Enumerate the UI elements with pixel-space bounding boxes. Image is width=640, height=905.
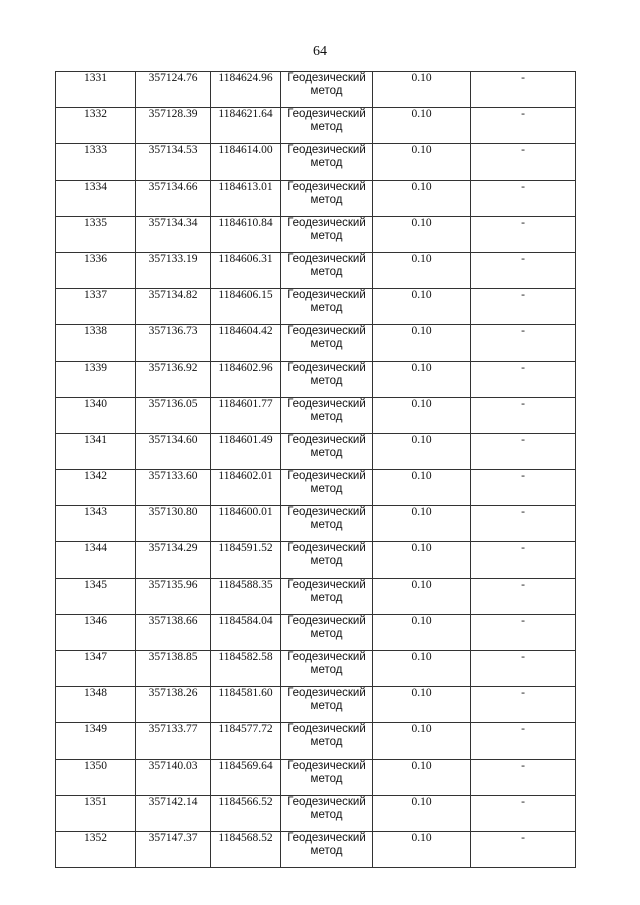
method-cell [281, 578, 373, 614]
method-line-2: метод [310, 519, 343, 532]
accuracy-cell: 0.10 [373, 325, 471, 361]
description-cell: - [471, 506, 576, 542]
y-coordinate-cell: 1184600.01 [211, 506, 281, 542]
x-coordinate-cell: 357134.82 [136, 289, 211, 325]
method-line-2: метод [310, 302, 343, 315]
description-cell: - [471, 831, 576, 867]
method-cell [281, 180, 373, 216]
method-cell [281, 470, 373, 506]
y-coordinate-cell: 1184621.64 [211, 108, 281, 144]
method-line-2: метод [310, 157, 343, 170]
x-coordinate-cell: 357136.92 [136, 361, 211, 397]
point-number-cell: 1343 [56, 506, 136, 542]
method-line-1: Геодезический [287, 180, 366, 193]
table-row [56, 542, 576, 578]
method-line-1: Геодезический [287, 795, 366, 808]
point-number-cell: 1351 [56, 795, 136, 831]
point-number-cell: 1347 [56, 651, 136, 687]
description-cell: - [471, 433, 576, 469]
coordinates-table [55, 71, 576, 868]
accuracy-cell: 0.10 [373, 759, 471, 795]
description-cell: - [471, 325, 576, 361]
x-coordinate-cell: 357133.60 [136, 470, 211, 506]
description-cell: - [471, 397, 576, 433]
method-line-2: метод [310, 700, 343, 713]
x-coordinate-cell: 357130.80 [136, 506, 211, 542]
x-coordinate-cell: 357136.73 [136, 325, 211, 361]
y-coordinate-cell: 1184613.01 [211, 180, 281, 216]
y-coordinate-cell: 1184624.96 [211, 72, 281, 108]
y-coordinate-cell: 1184601.49 [211, 433, 281, 469]
method-line-1: Геодезический [287, 252, 366, 265]
y-coordinate-cell: 1184606.15 [211, 289, 281, 325]
point-number-cell: 1334 [56, 180, 136, 216]
x-coordinate-cell: 357134.60 [136, 433, 211, 469]
method-cell [281, 614, 373, 650]
x-coordinate-cell: 357133.19 [136, 252, 211, 288]
method-line-1: Геодезический [287, 759, 366, 772]
point-number-cell: 1344 [56, 542, 136, 578]
point-number-cell: 1333 [56, 144, 136, 180]
method-line-2: метод [310, 374, 343, 387]
method-line-2: метод [310, 193, 343, 206]
table-row [56, 470, 576, 506]
point-number-cell: 1346 [56, 614, 136, 650]
table-row [56, 831, 576, 867]
description-cell: - [471, 614, 576, 650]
method-line-1: Геодезический [287, 470, 366, 483]
y-coordinate-cell: 1184584.04 [211, 614, 281, 650]
method-cell [281, 433, 373, 469]
point-number-cell: 1348 [56, 687, 136, 723]
description-cell: - [471, 759, 576, 795]
table-row [56, 289, 576, 325]
method-cell [281, 651, 373, 687]
y-coordinate-cell: 1184602.96 [211, 361, 281, 397]
method-line-1: Геодезический [287, 361, 366, 374]
method-cell [281, 759, 373, 795]
y-coordinate-cell: 1184577.72 [211, 723, 281, 759]
method-line-2: метод [310, 591, 343, 604]
point-number-cell: 1341 [56, 433, 136, 469]
method-cell [281, 723, 373, 759]
method-line-1: Геодезический [287, 144, 366, 157]
accuracy-cell: 0.10 [373, 542, 471, 578]
y-coordinate-cell: 1184591.52 [211, 542, 281, 578]
point-number-cell: 1340 [56, 397, 136, 433]
method-cell [281, 795, 373, 831]
y-coordinate-cell: 1184610.84 [211, 216, 281, 252]
description-cell: - [471, 72, 576, 108]
point-number-cell: 1335 [56, 216, 136, 252]
y-coordinate-cell: 1184604.42 [211, 325, 281, 361]
accuracy-cell: 0.10 [373, 180, 471, 216]
description-cell: - [471, 795, 576, 831]
table-row [56, 144, 576, 180]
x-coordinate-cell: 357134.53 [136, 144, 211, 180]
point-number-cell: 1337 [56, 289, 136, 325]
table-row [56, 108, 576, 144]
method-line-1: Геодезический [287, 397, 366, 410]
description-cell: - [471, 470, 576, 506]
x-coordinate-cell: 357138.66 [136, 614, 211, 650]
description-cell: - [471, 723, 576, 759]
x-coordinate-cell: 357134.66 [136, 180, 211, 216]
table-row [56, 252, 576, 288]
x-coordinate-cell: 357140.03 [136, 759, 211, 795]
method-line-2: метод [310, 844, 343, 857]
method-line-2: метод [310, 808, 343, 821]
y-coordinate-cell: 1184582.58 [211, 651, 281, 687]
accuracy-cell: 0.10 [373, 108, 471, 144]
method-cell [281, 831, 373, 867]
method-line-1: Геодезический [287, 831, 366, 844]
x-coordinate-cell: 357142.14 [136, 795, 211, 831]
x-coordinate-cell: 357135.96 [136, 578, 211, 614]
table-row [56, 614, 576, 650]
accuracy-cell: 0.10 [373, 578, 471, 614]
accuracy-cell: 0.10 [373, 397, 471, 433]
point-number-cell: 1352 [56, 831, 136, 867]
method-line-1: Геодезический [287, 542, 366, 555]
y-coordinate-cell: 1184602.01 [211, 470, 281, 506]
accuracy-cell: 0.10 [373, 289, 471, 325]
table-row [56, 578, 576, 614]
x-coordinate-cell: 357147.37 [136, 831, 211, 867]
y-coordinate-cell: 1184566.52 [211, 795, 281, 831]
method-line-2: метод [310, 446, 343, 459]
accuracy-cell: 0.10 [373, 216, 471, 252]
accuracy-cell: 0.10 [373, 470, 471, 506]
point-number-cell: 1345 [56, 578, 136, 614]
method-cell [281, 108, 373, 144]
method-line-1: Геодезический [287, 108, 366, 121]
method-line-1: Геодезический [287, 723, 366, 736]
method-line-2: метод [310, 664, 343, 676]
method-cell [281, 252, 373, 288]
accuracy-cell: 0.10 [373, 506, 471, 542]
method-cell [281, 687, 373, 723]
description-cell: - [471, 687, 576, 723]
method-line-2: метод [310, 229, 343, 242]
table-row [56, 723, 576, 759]
description-cell: - [471, 542, 576, 578]
method-line-2: метод [310, 121, 343, 134]
table-row [56, 687, 576, 723]
description-cell: - [471, 651, 576, 687]
y-coordinate-cell: 1184614.00 [211, 144, 281, 180]
point-number-cell: 1350 [56, 759, 136, 795]
method-line-1: Геодезический [287, 651, 366, 663]
y-coordinate-cell: 1184601.77 [211, 397, 281, 433]
accuracy-cell: 0.10 [373, 433, 471, 469]
description-cell: - [471, 216, 576, 252]
method-line-1: Геодезический [287, 506, 366, 519]
point-number-cell: 1331 [56, 72, 136, 108]
table-row [56, 325, 576, 361]
accuracy-cell: 0.10 [373, 144, 471, 180]
table-row [56, 216, 576, 252]
accuracy-cell: 0.10 [373, 795, 471, 831]
accuracy-cell: 0.10 [373, 723, 471, 759]
description-cell: - [471, 578, 576, 614]
x-coordinate-cell: 357124.76 [136, 72, 211, 108]
description-cell: - [471, 108, 576, 144]
accuracy-cell: 0.10 [373, 361, 471, 397]
point-number-cell: 1339 [56, 361, 136, 397]
x-coordinate-cell: 357136.05 [136, 397, 211, 433]
method-line-1: Геодезический [287, 578, 366, 591]
point-number-cell: 1332 [56, 108, 136, 144]
method-cell [281, 72, 373, 108]
accuracy-cell: 0.10 [373, 252, 471, 288]
y-coordinate-cell: 1184606.31 [211, 252, 281, 288]
method-line-2: метод [310, 627, 343, 640]
method-line-1: Геодезический [287, 216, 366, 229]
method-line-2: метод [310, 736, 343, 749]
method-line-2: метод [310, 555, 343, 568]
x-coordinate-cell: 357133.77 [136, 723, 211, 759]
accuracy-cell: 0.10 [373, 72, 471, 108]
description-cell: - [471, 180, 576, 216]
method-cell [281, 144, 373, 180]
method-line-1: Геодезический [287, 289, 366, 302]
method-line-1: Геодезический [287, 614, 366, 627]
method-line-2: метод [310, 338, 343, 351]
y-coordinate-cell: 1184568.52 [211, 831, 281, 867]
point-number-cell: 1342 [56, 470, 136, 506]
description-cell: - [471, 144, 576, 180]
description-cell: - [471, 289, 576, 325]
accuracy-cell: 0.10 [373, 687, 471, 723]
table-row [56, 361, 576, 397]
y-coordinate-cell: 1184588.35 [211, 578, 281, 614]
method-line-1: Геодезический [287, 72, 366, 84]
table-row [56, 651, 576, 687]
method-line-2: метод [310, 410, 343, 423]
table-row [56, 759, 576, 795]
x-coordinate-cell: 357138.85 [136, 651, 211, 687]
method-cell [281, 325, 373, 361]
method-line-1: Геодезический [287, 687, 366, 700]
accuracy-cell: 0.10 [373, 614, 471, 650]
point-number-cell: 1349 [56, 723, 136, 759]
coordinates-table-body [56, 72, 576, 868]
table-row [56, 72, 576, 108]
x-coordinate-cell: 357138.26 [136, 687, 211, 723]
method-cell [281, 542, 373, 578]
method-line-2: метод [310, 483, 343, 496]
table-row [56, 180, 576, 216]
x-coordinate-cell: 357134.29 [136, 542, 211, 578]
method-line-2: метод [310, 265, 343, 278]
x-coordinate-cell: 357128.39 [136, 108, 211, 144]
method-cell [281, 216, 373, 252]
accuracy-cell: 0.10 [373, 651, 471, 687]
point-number-cell: 1338 [56, 325, 136, 361]
method-cell [281, 289, 373, 325]
table-row [56, 506, 576, 542]
table-row [56, 433, 576, 469]
method-line-2: метод [310, 772, 343, 785]
table-row [56, 795, 576, 831]
x-coordinate-cell: 357134.34 [136, 216, 211, 252]
description-cell: - [471, 252, 576, 288]
page-number: 64 [313, 44, 327, 59]
method-line-2: метод [310, 85, 343, 97]
method-line-1: Геодезический [287, 433, 366, 446]
accuracy-cell: 0.10 [373, 831, 471, 867]
method-cell [281, 397, 373, 433]
method-cell [281, 361, 373, 397]
table-row [56, 397, 576, 433]
method-cell [281, 506, 373, 542]
point-number-cell: 1336 [56, 252, 136, 288]
y-coordinate-cell: 1184581.60 [211, 687, 281, 723]
description-cell: - [471, 361, 576, 397]
y-coordinate-cell: 1184569.64 [211, 759, 281, 795]
method-line-1: Геодезический [287, 325, 366, 338]
